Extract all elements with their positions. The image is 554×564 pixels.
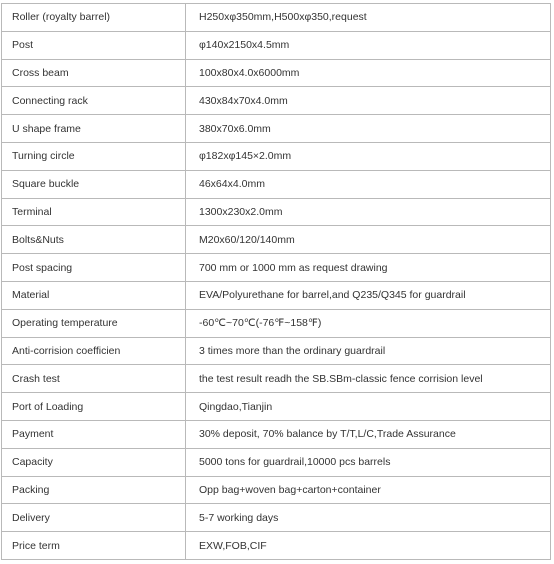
table-row xyxy=(2,420,551,448)
table-row xyxy=(2,226,551,254)
spec-label-cell: Packing xyxy=(2,476,186,504)
spec-value-cell: M20x60/120/140mm xyxy=(186,226,551,254)
table-row xyxy=(2,448,551,476)
spec-label-cell: Price term xyxy=(2,532,186,560)
table-row xyxy=(2,532,551,560)
spec-value-cell: the test result readh the SB.SBm-classic fence corrision level xyxy=(186,365,551,393)
spec-label-cell: Post spacing xyxy=(2,254,186,282)
spec-label-cell: Square buckle xyxy=(2,170,186,198)
spec-label-cell: Bolts&Nuts xyxy=(2,226,186,254)
table-row xyxy=(2,337,551,365)
table-row xyxy=(2,115,551,143)
spec-table-body xyxy=(2,4,551,560)
table-row xyxy=(2,504,551,532)
spec-label-cell: Capacity xyxy=(2,448,186,476)
spec-value-cell: 380x70x6.0mm xyxy=(186,115,551,143)
spec-label-cell: Anti-corrision coefficien xyxy=(2,337,186,365)
spec-label-cell: Terminal xyxy=(2,198,186,226)
spec-label-cell: Roller (royalty barrel) xyxy=(2,4,186,32)
spec-value-cell: Qingdao,Tianjin xyxy=(186,393,551,421)
spec-value-cell: 5000 tons for guardrail,10000 pcs barrels xyxy=(186,448,551,476)
spec-value-cell: Opp bag+woven bag+carton+container xyxy=(186,476,551,504)
spec-table xyxy=(1,3,551,560)
spec-value-cell: 46x64x4.0mm xyxy=(186,170,551,198)
spec-value-cell: 100x80x4.0x6000mm xyxy=(186,59,551,87)
spec-value-cell: -60℃~70℃(-76℉~158℉) xyxy=(186,309,551,337)
table-row xyxy=(2,476,551,504)
spec-label-cell: Payment xyxy=(2,420,186,448)
table-row xyxy=(2,365,551,393)
spec-label-cell: Material xyxy=(2,281,186,309)
spec-value-cell: 30% deposit, 70% balance by T/T,L/C,Trade Assurance xyxy=(186,420,551,448)
spec-label-cell: Delivery xyxy=(2,504,186,532)
spec-label-cell: Crash test xyxy=(2,365,186,393)
table-row xyxy=(2,87,551,115)
table-row xyxy=(2,4,551,32)
spec-value-cell: φ140x2150x4.5mm xyxy=(186,31,551,59)
table-row xyxy=(2,31,551,59)
table-row xyxy=(2,170,551,198)
table-row xyxy=(2,254,551,282)
spec-value-cell: 700 mm or 1000 mm as request drawing xyxy=(186,254,551,282)
spec-label-cell: Connecting rack xyxy=(2,87,186,115)
spec-value-cell: φ182xφ145×2.0mm xyxy=(186,142,551,170)
spec-value-cell: 3 times more than the ordinary guardrail xyxy=(186,337,551,365)
spec-value-cell: H250xφ350mm,H500xφ350,request xyxy=(186,4,551,32)
spec-label-cell: Post xyxy=(2,31,186,59)
spec-value-cell: EVA/Polyurethane for barrel,and Q235/Q345 for guardrail xyxy=(186,281,551,309)
spec-label-cell: Operating temperature xyxy=(2,309,186,337)
spec-label-cell: Port of Loading xyxy=(2,393,186,421)
spec-label-cell: Turning circle xyxy=(2,142,186,170)
spec-value-cell: 5-7 working days xyxy=(186,504,551,532)
spec-value-cell: 430x84x70x4.0mm xyxy=(186,87,551,115)
spec-value-cell: 1300x230x2.0mm xyxy=(186,198,551,226)
table-row xyxy=(2,142,551,170)
table-row xyxy=(2,198,551,226)
spec-label-cell: U shape frame xyxy=(2,115,186,143)
table-row xyxy=(2,393,551,421)
spec-label-cell: Cross beam xyxy=(2,59,186,87)
table-row xyxy=(2,281,551,309)
table-row xyxy=(2,309,551,337)
table-row xyxy=(2,59,551,87)
spec-value-cell: EXW,FOB,CIF xyxy=(186,532,551,560)
